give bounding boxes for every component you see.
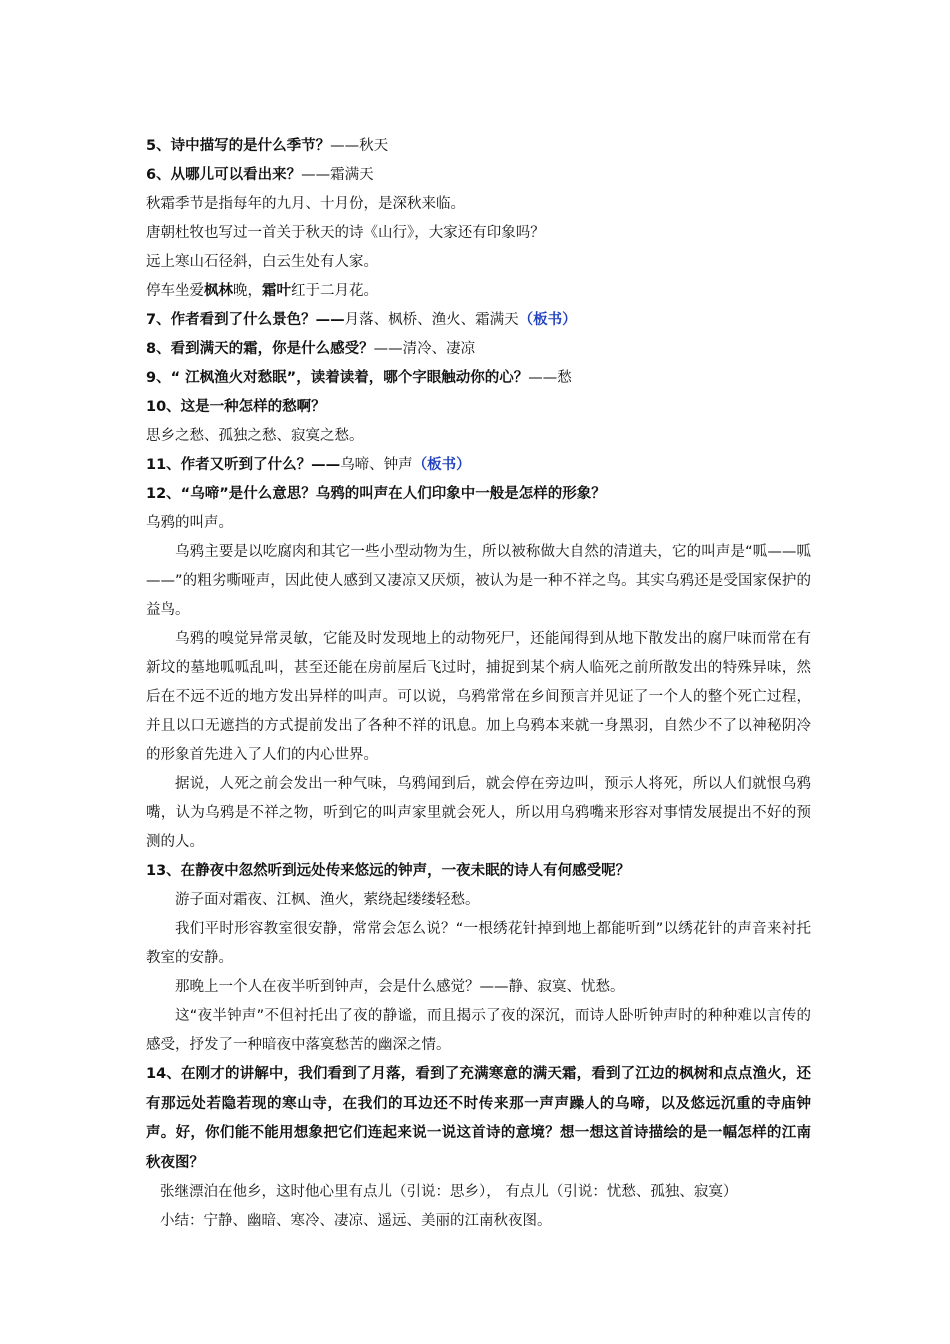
question-8: 8、看到满天的霜，你是什么感受？——清冷、凄凉 xyxy=(146,341,476,357)
poem-line-2: 停车坐爱枫林晚，霜叶红于二月花。 xyxy=(146,283,378,299)
blackboard-tag: （板书） xyxy=(518,312,577,328)
crow-paragraph-2: 乌鸦的嗅觉异常灵敏，它能及时发现地上的动物死尸，还能闻得到从地下散发出的腐尸味而常在有新坟的墓地呱呱乱叫，甚至还能在房前屋后飞过时，捕捉到某个病人临死之前所散发出的特殊异味，然后在不远不近的地方发出异样的叫声。可以说，乌鸦常常在乡间预言并见证了一个人的整个死亡过程，并且以口无遮挡的方式提前发出了各种不祥的讯息。加上乌鸦本来就一身黑羽，自然少不了以神秘阴冷的形象首先进入了人们的内心世界。 xyxy=(146,631,811,763)
question-5: 5、诗中描写的是什么季节？——秋天 xyxy=(146,138,389,154)
question-10: 10、这是一种怎样的愁啊？ xyxy=(146,399,326,415)
answer-10: 思乡之愁、孤独之愁、寂寞之愁。 xyxy=(146,428,364,444)
crow-paragraph-3: 据说，人死之前会发出一种气味，乌鸦闻到后，就会停在旁边叫，预示人将死，所以人们就恨乌鸦嘴，认为乌鸦是不祥之物，听到它的叫声家里就会死人，所以用乌鸦嘴来形容对事情发展提出不好的预测的人。 xyxy=(146,776,811,850)
answer-14-1: 张继漂泊在他乡，这时他心里有点儿（引说：思乡）， 有点儿（引说：忧愁、孤独、寂寞） xyxy=(160,1184,738,1200)
answer-13-4: 这“夜半钟声”不但衬托出了夜的静谧，而且揭示了夜的深沉，而诗人卧听钟声时的种种难以言传的感受，抒发了一种暗夜中落寞愁苦的幽深之情。 xyxy=(146,1008,811,1053)
document-page xyxy=(146,132,811,1236)
question-9: 9、“ 江枫渔火对愁眠”，读着读着，哪个字眼触动你的心？——愁 xyxy=(146,370,572,386)
answer-14-summary: 小结：宁静、幽暗、寒冷、凄凉、遥远、美丽的江南秋夜图。 xyxy=(160,1213,552,1229)
question-6: 6、从哪儿可以看出来？——霜满天 xyxy=(146,167,374,183)
question-14: 14、在刚才的讲解中，我们看到了月落，看到了充满寒意的满天霜，看到了江边的枫树和点点渔火，还有那远处若隐若现的寒山寺，在我们的耳边还不时传来那一声声躁人的乌啼，以及悠远沉重的寺庙钟声。好，你们能不能用想象把它们连起来说一说这首诗的意境？想一想这首诗描绘的是一幅怎样的江南秋夜图？ xyxy=(146,1066,811,1171)
crow-paragraph-1: 乌鸦主要是以吃腐肉和其它一些小型动物为生，所以被称做大自然的清道夫，它的叫声是“呱——呱——”的粗劣嘶哑声，因此使人感到又凄凉又厌烦，被认为是一种不祥之鸟。其实乌鸦还是受国家保护的益鸟。 xyxy=(146,544,811,618)
poem-line-1: 远上寒山石径斜，白云生处有人家。 xyxy=(146,254,378,270)
answer-13-1: 游子面对霜夜、江枫、渔火，萦绕起缕缕轻愁。 xyxy=(175,892,480,908)
question-7: 7、作者看到了什么景色？——月落、枫桥、渔火、霜满天（板书） xyxy=(146,312,577,328)
question-13: 13、在静夜中忽然听到远处传来悠远的钟声，一夜未眠的诗人有何感受呢？ xyxy=(146,863,631,879)
dumu-intro: 唐朝杜牧也写过一首关于秋天的诗《山行》，大家还有印象吗？ xyxy=(146,225,545,241)
answer-12: 乌鸦的叫声。 xyxy=(146,515,233,531)
blackboard-tag: （板书） xyxy=(412,457,471,473)
question-11: 11、作者又听到了什么？——乌啼、钟声（板书） xyxy=(146,457,471,473)
question-12: 12、“乌啼”是什么意思？乌鸦的叫声在人们印象中一般是怎样的形象？ xyxy=(146,486,606,502)
answer-13-3: 那晚上一个人在夜半听到钟声，会是什么感觉？——静、寂寞、忧愁。 xyxy=(175,979,625,995)
answer-13-2: 我们平时形容教室很安静，常常会怎么说？“一根绣花针掉到地上都能听到”以绣花针的声音来衬托教室的安静。 xyxy=(146,921,811,966)
frost-note: 秋霜季节是指每年的九月、十月份，是深秋来临。 xyxy=(146,196,465,212)
